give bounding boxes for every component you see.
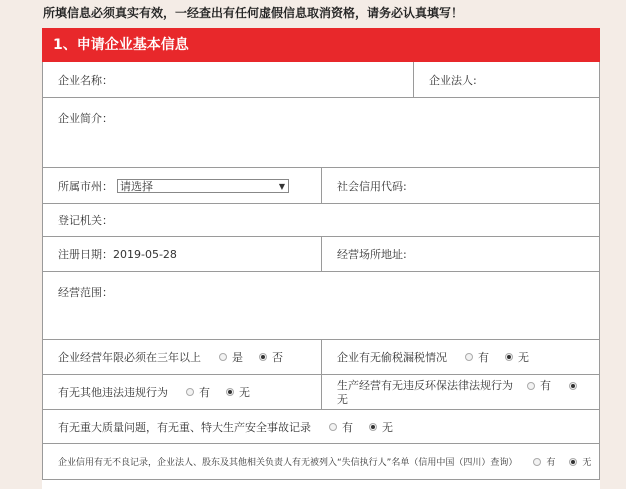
radio-no-label: 无: [518, 351, 529, 364]
city-select[interactable]: [117, 179, 289, 193]
radio-no[interactable]: [505, 353, 513, 361]
question-text: 生产经营有无违反环保法律法规行为: [337, 379, 513, 392]
radio-yes-label: 有: [342, 420, 353, 434]
radio-no[interactable]: [569, 458, 577, 466]
question-text: 有无重大质量问题，有无重、特大生产安全事故记录: [58, 420, 311, 434]
question-text: 有无其他违法违规行为: [58, 386, 168, 399]
radio-no[interactable]: [369, 423, 377, 431]
company-info-form: [42, 28, 600, 489]
company-name-label: 企业名称：: [58, 73, 113, 87]
scope-label: 经营范围：: [58, 286, 113, 299]
reg-date-value: 2019-05-28: [113, 247, 177, 261]
notice-text: 所填信息必须真实有效，一经查出有任何虚假信息取消资格，请务必认真填写！: [43, 6, 464, 20]
reg-authority-field[interactable]: [42, 204, 600, 237]
radio-yes-label: 是: [232, 351, 243, 364]
reg-date-label: 注册日期：: [58, 248, 113, 261]
radio-yes-label: 有: [540, 379, 551, 392]
question-operating-years: [42, 340, 322, 375]
radio-yes-label: 有: [546, 458, 556, 468]
radio-yes[interactable]: [219, 353, 227, 361]
address-field[interactable]: [322, 237, 600, 272]
radio-yes-label: 有: [478, 351, 489, 364]
question-tax-evasion: [322, 340, 600, 375]
radio-no-label: 否: [272, 351, 283, 364]
radio-no-label: 无: [337, 393, 348, 406]
city-field: [42, 168, 322, 204]
radio-no-label: 无: [582, 458, 592, 468]
credit-code-label: 社会信用代码:: [337, 179, 407, 193]
question-text: 企业经营年限必须在三年以上: [58, 351, 201, 364]
section-title: 1、申请企业基本信息: [42, 28, 600, 62]
dropdown-arrow-icon: ▼: [278, 181, 285, 191]
radio-no[interactable]: [259, 353, 267, 361]
radio-no-label: 无: [382, 420, 393, 434]
scope-field[interactable]: [42, 272, 600, 340]
question-text: 企业信用有无不良记录，企业法人、股东及其他相关负责人有无被列入“失信执行人”名单（信用中国（四川）查询）: [58, 458, 518, 468]
question-environmental: [322, 375, 600, 410]
question-credit-record: [42, 444, 600, 480]
radio-no[interactable]: [226, 388, 234, 396]
profile-field[interactable]: [42, 98, 600, 168]
legal-person-label: 企业法人:: [429, 73, 477, 87]
city-label: 所属市州：: [58, 179, 113, 193]
radio-no-label: 无: [239, 386, 250, 399]
question-quality-safety: [42, 410, 600, 444]
address-label: 经营场所地址:: [337, 248, 407, 261]
radio-yes[interactable]: [186, 388, 194, 396]
radio-yes[interactable]: [465, 353, 473, 361]
radio-yes[interactable]: [329, 423, 337, 431]
credit-code-field[interactable]: [322, 168, 600, 204]
question-text: 企业有无偷税漏税情况: [337, 351, 447, 364]
radio-yes[interactable]: [533, 458, 541, 466]
city-select-value: 请选择: [120, 179, 153, 193]
reg-authority-label: 登记机关：: [58, 214, 113, 227]
radio-yes[interactable]: [527, 382, 535, 390]
reg-date-field[interactable]: [42, 237, 322, 272]
legal-person-field[interactable]: [414, 62, 600, 98]
profile-label: 企业简介：: [58, 112, 113, 125]
question-other-violations: [42, 375, 322, 410]
radio-yes-label: 有: [199, 386, 210, 399]
radio-no[interactable]: [569, 382, 577, 390]
company-name-field[interactable]: [42, 62, 414, 98]
